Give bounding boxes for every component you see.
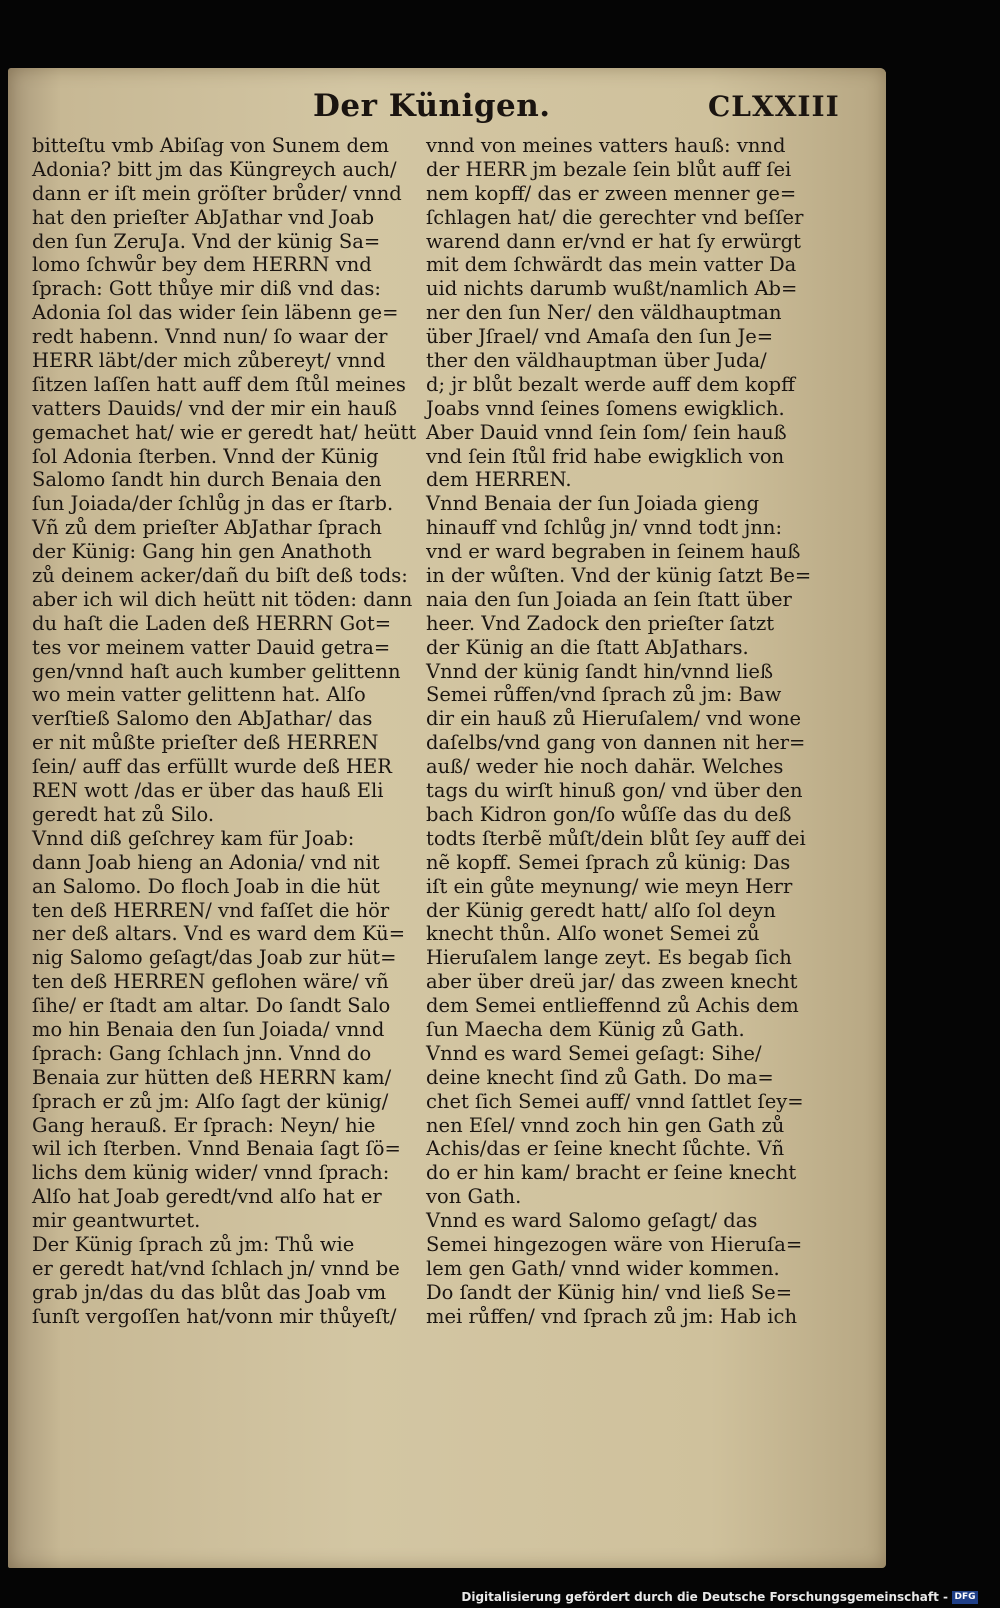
text-line: dem Semei entlieffennd zů Achis dem (426, 994, 799, 1018)
text-line: mir geantwurtet. (32, 1209, 201, 1233)
text-line: mei růffen/ vnd ſprach zů jm: Hab ich (426, 1304, 798, 1328)
text-line: warend dann er/vnd er hat ſy erwürgt (426, 229, 801, 253)
text-line: Gang herauß. Er ſprach: Neyn/ hie (32, 1113, 376, 1137)
text-line: daſelbs/vnd gang von dannen nit her= (426, 731, 806, 755)
text-line: deine knecht ſind zů Gath. Do ma= (426, 1065, 774, 1089)
text-line: Vnnd diß geſchrey kam für Joab: (32, 826, 355, 850)
dfg-logo-icon: DFG (952, 1591, 978, 1604)
text-line: gemachet hat/ wie er geredt hat/ heütt (32, 420, 417, 444)
text-line: auß/ weder hie noch dahär. Welches (426, 755, 784, 779)
text-line: REN wott /das er über das hauß Eli (32, 779, 384, 803)
text-line: knecht thůn. Alſo wonet Semei zů (426, 922, 760, 946)
text-line: ſunſt vergoſſen hat/vonn mir thůyeſt/ (32, 1304, 397, 1328)
text-line: tes vor meinem vatter Dauid getra= (32, 635, 391, 659)
text-line: wil ich ſterben. Vnnd Benaia ſagt ſö= (32, 1137, 401, 1161)
text-line: Benaia zur hütten deß HERRN kam/ (32, 1065, 392, 1089)
text-line: über Jſrael/ vnd Amaſa den ſun Je= (426, 325, 774, 349)
digitization-credit: Digitalisierung gefördert durch die Deutsche Forschungsgemeinschaft - (461, 1590, 948, 1604)
text-line: lem gen Gath/ vnnd wider kommen. (426, 1256, 780, 1280)
text-line: zů deinem acker/dañ du biſt deß tods: (32, 564, 408, 588)
text-line: ther den väldhauptman über Juda/ (426, 349, 767, 373)
text-line: d; jr blůt bezalt werde auff dem kopff (426, 372, 795, 396)
text-line: nen Eſel/ vnnd zoch hin gen Gath zů (426, 1113, 785, 1137)
text-line: ner deß altars. Vnd es ward dem Kü= (32, 922, 406, 946)
text-line: verſtieß Salomo den AbJathar/ das (32, 707, 373, 731)
text-line: ſprach: Gang ſchlach jnn. Vnnd do (32, 1041, 372, 1065)
text-line: Do ſandt der Künig hin/ vnd ließ Se= (426, 1280, 793, 1304)
text-line: ſun Joiada/der ſchlůg jn das er ſtarb. (32, 492, 394, 516)
text-line: Vnnd es ward Semei geſagt: Sihe/ (426, 1041, 762, 1065)
text-line: Aber Dauid vnnd ſein ſom/ ſein hauß (426, 420, 787, 444)
text-line: der Künig: Gang hin gen Anathoth (32, 540, 372, 564)
text-line: vnnd von meines vatters hauß: vnnd (426, 134, 786, 157)
text-line: grab jn/das du das blůt das Joab vm (32, 1280, 387, 1304)
text-line: aber ich wil dich heütt nit töden: dann (32, 587, 413, 611)
text-line: ſihe/ er ſtadt am altar. Do ſandt Salo (32, 994, 391, 1018)
text-line: hat den prieſter AbJathar vnd Joab (32, 205, 375, 229)
text-line: ſprach er zů jm: Alſo ſagt der künig/ (32, 1089, 389, 1113)
text-line: redt habenn. Vnnd nun/ ſo waar der (32, 325, 388, 349)
text-line: Achis/das er ſeine knecht ſůchte. Vñ (426, 1137, 785, 1161)
text-line: Salomo ſandt hin durch Benaia den (32, 468, 382, 492)
folio-number: CLXXIII (708, 90, 840, 123)
text-line: bitteſtu vmb Abiſag von Sunem dem (32, 134, 389, 157)
text-line: ſchlagen hat/ die gerechter vnd beſſer (426, 205, 804, 229)
text-line: Joabs vnnd ſeines ſomens ewigklich. (426, 396, 785, 420)
text-line: er nit můßte prieſter deß HERREN (32, 731, 379, 755)
text-line: Der Künig ſprach zů jm: Thů wie (32, 1232, 355, 1256)
text-line: Adonia ſol das wider ſein läbenn ge= (32, 301, 399, 325)
text-line: mo hin Benaia den ſun Joiada/ vnnd (32, 1017, 385, 1041)
text-line: vnd ſein ſtůl frid habe ewigklich von (426, 444, 785, 468)
text-line: bach Kidron gon/ſo wůſſe das du deß (426, 802, 792, 826)
text-line: dem HERREN. (426, 468, 572, 492)
running-head: Der Künigen. (313, 88, 551, 124)
text-line: Alſo hat Joab geredt/vnd alſo hat er (32, 1185, 382, 1209)
book-page (8, 68, 886, 1568)
text-line: uid nichts darumb wußt/namlich Ab= (426, 277, 798, 301)
digitization-footer (461, 1590, 978, 1604)
page-header (8, 88, 886, 138)
text-line: Vñ zů dem prieſter AbJathar ſprach (32, 516, 382, 540)
text-line: von Gath. (426, 1185, 522, 1209)
text-line: ten deß HERREN geflohen wäre/ vñ (32, 970, 389, 994)
text-line: dir ein hauß zů Hieruſalem/ vnd wone (426, 707, 802, 731)
text-line: nem kopff/ das er zween menner ge= (426, 181, 797, 205)
text-line: heer. Vnd Zadock den prieſter ſatzt (426, 611, 775, 635)
text-line: er geredt hat/vnd ſchlach jn/ vnnd be (32, 1256, 400, 1280)
text-line: an Salomo. Do floch Joab in die hüt (32, 874, 380, 898)
text-line: tags du wirſt hinuß gon/ vnd über den (426, 779, 803, 803)
text-line: hinauff vnd ſchlůg jn/ vnnd todt jnn: (426, 516, 783, 540)
right-column (426, 134, 836, 1329)
text-line: ſun Maecha dem Künig zů Gath. (426, 1017, 745, 1041)
text-line: Vnnd der künig ſandt hin/vnnd ließ (426, 659, 773, 683)
text-line: mit dem ſchwärdt das mein vatter Da (426, 253, 797, 277)
text-line: Vnnd es ward Salomo geſagt/ das (426, 1209, 758, 1233)
text-line: ſprach: Gott thůye mir diß vnd das: (32, 277, 381, 301)
text-line: lomo ſchwůr bey dem HERRN vnd (32, 253, 372, 277)
text-line: naia den ſun Joiada an ſein ſtatt über (426, 587, 792, 611)
text-line: ten deß HERREN/ vnd faſſet die hör (32, 898, 390, 922)
text-line: Adonia? bitt jm das Küngreych auch/ (32, 157, 397, 181)
text-line: do er hin kam/ bracht er ſeine knecht (426, 1161, 797, 1185)
text-line: ſein/ auff das erfüllt wurde deß HER (32, 755, 392, 779)
text-line: gen/vnnd haſt auch kumber gelittenn (32, 659, 401, 683)
text-line: der Künig geredt hatt/ alſo ſol deyn (426, 898, 776, 922)
text-line: Hieruſalem lange zeyt. Es begab ſich (426, 946, 792, 970)
text-line: ner den ſun Ner/ den väldhauptman (426, 301, 782, 325)
text-line: der Künig an die ſtatt AbJathars. (426, 635, 749, 659)
text-line: chet ſich Semei auff/ vnnd ſattlet ſey= (426, 1089, 804, 1113)
left-column (32, 134, 426, 1329)
text-line: wo mein vatter gelittenn hat. Alſo (32, 683, 366, 707)
text-line: den ſun ZeruJa. Vnd der künig Sa= (32, 229, 381, 253)
text-line: in der wůſten. Vnd der künig ſatzt Be= (426, 564, 812, 588)
text-line: vnd er ward begraben in ſeinem hauß (426, 540, 801, 564)
text-line: der HERR jm bezale ſein blůt auff ſei (426, 157, 792, 181)
text-line: HERR läbt/der mich zůbereyt/ vnnd (32, 349, 386, 373)
text-line: nig Salomo geſagt/das Joab zur hüt= (32, 946, 397, 970)
text-line: dann er iſt mein gröſter brůder/ vnnd (32, 181, 402, 205)
text-line: ſol Adonia ſterben. Vnnd der Künig (32, 444, 379, 468)
text-line: aber über dreü jar/ das zween knecht (426, 970, 798, 994)
text-line: vatters Dauids/ vnd der mir ein hauß (32, 396, 398, 420)
text-line: iſt ein gůte meynung/ wie meyn Herr (426, 874, 793, 898)
text-line: lichs dem künig wider/ vnnd ſprach: (32, 1161, 390, 1185)
text-line: Semei hingezogen wäre von Hieruſa= (426, 1232, 803, 1256)
text-line: geredt hat zů Silo. (32, 802, 215, 826)
text-line: Semei růffen/vnd ſprach zů jm: Baw (426, 683, 782, 707)
text-line: du haſt die Laden deß HERRN Got= (32, 611, 392, 635)
text-line: dann Joab hieng an Adonia/ vnd nit (32, 850, 380, 874)
text-line: todts ſterbẽ můſt/dein blůt ſey auff dei (426, 826, 806, 850)
text-line: nẽ kopff. Semei ſprach zů künig: Das (426, 850, 791, 874)
text-line: ſitzen laſſen hatt auff dem ſtůl meines (32, 372, 406, 396)
text-line: Vnnd Benaia der ſun Joiada gieng (426, 492, 760, 516)
